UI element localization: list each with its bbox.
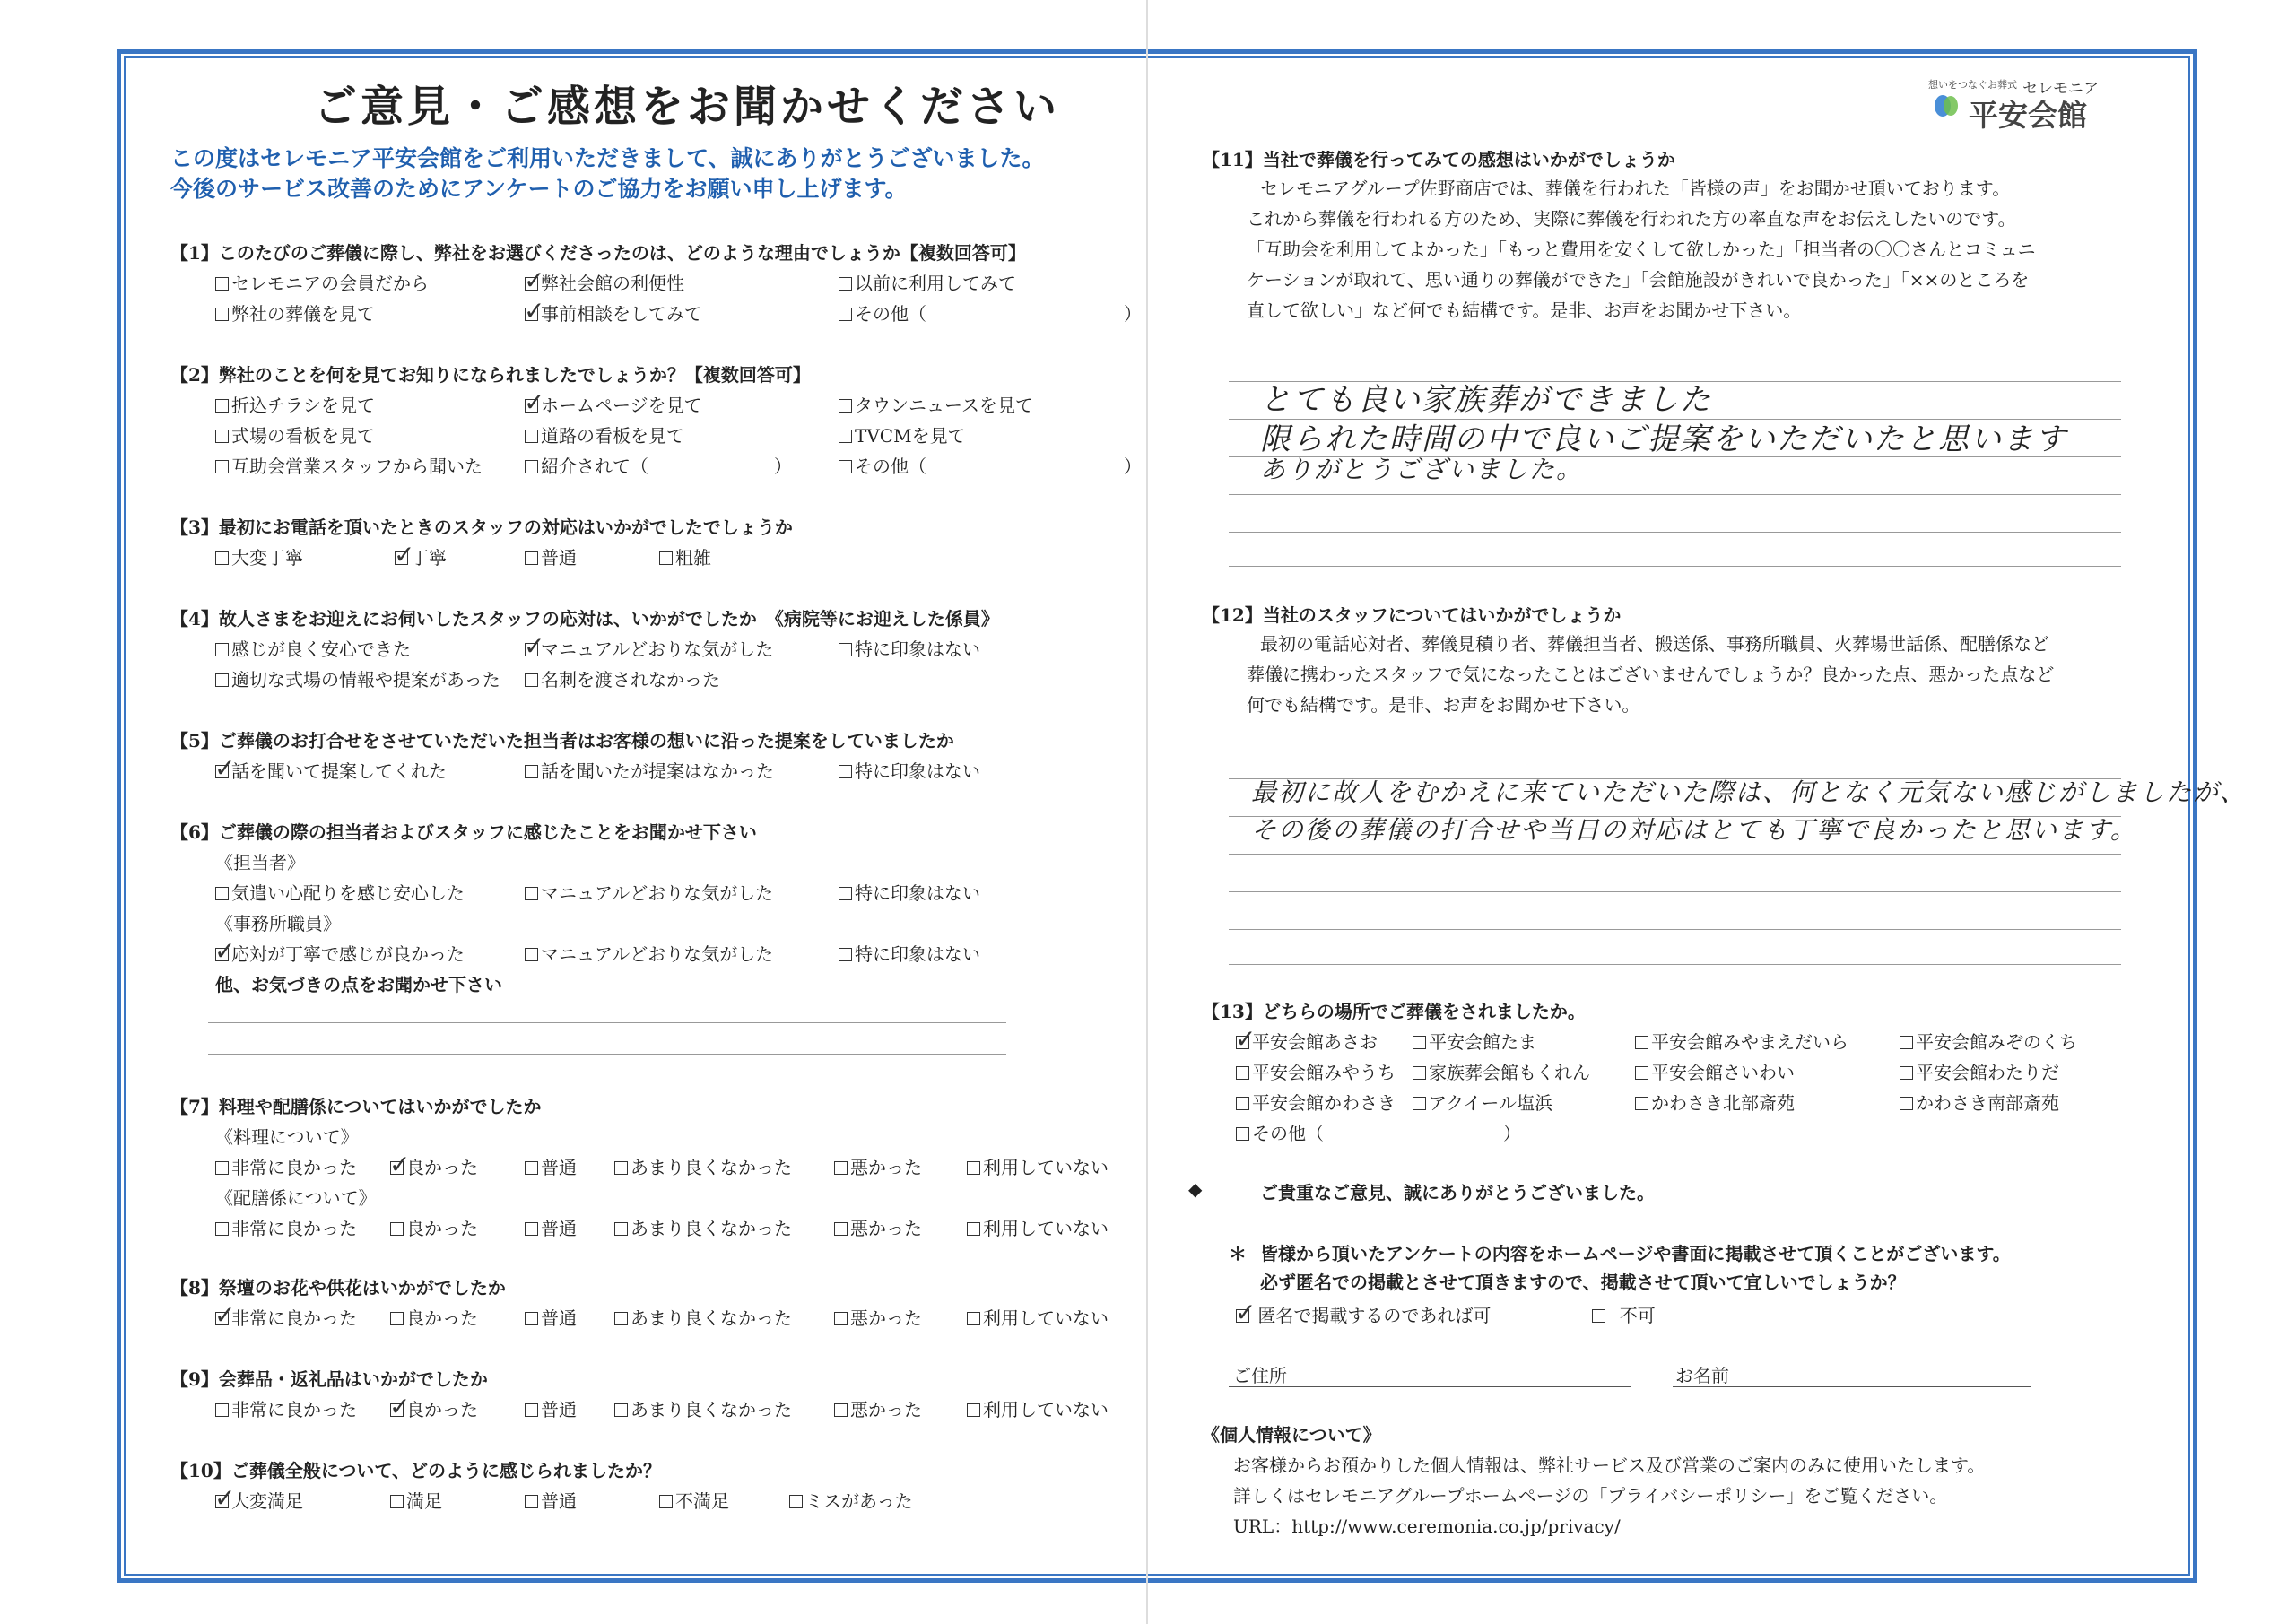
q6-option[interactable]: 気遣い心配りを感じ安心した bbox=[215, 879, 465, 905]
address-label: ご住所 bbox=[1233, 1365, 1287, 1386]
q8-option[interactable]: ✓ 非常に良かった bbox=[214, 1300, 357, 1330]
publish-line-1: 皆様から頂いたアンケートの内容をホームページや書面に掲載させて頂くことがございます。 bbox=[1260, 1243, 2011, 1264]
q2-option[interactable]: ✓ ホームページを見て bbox=[524, 387, 702, 417]
q12-answer-line[interactable] bbox=[1229, 891, 2121, 892]
q13-option[interactable]: ✓ 平安会館あさお bbox=[1235, 1024, 1378, 1054]
q13-option[interactable]: 平安会館さいわい bbox=[1635, 1058, 1795, 1084]
q13-option[interactable]: 平安会館みやまえだいら bbox=[1635, 1028, 1848, 1054]
q2-option[interactable]: 紹介されて（ ） bbox=[525, 452, 792, 478]
q12-body-line: 葬儀に携わったスタッフで気になったことはございませんでしょうか？良かった点、悪かった点など bbox=[1247, 664, 2055, 685]
q10-option[interactable]: ✓ 大変満足 bbox=[214, 1483, 303, 1513]
q9-option[interactable]: 普通 bbox=[525, 1395, 577, 1421]
diamond-icon: ◆ bbox=[1188, 1178, 1203, 1200]
q10-text: 【10】ご葬儀全般について、どのように感じられましたか？ bbox=[170, 1460, 662, 1481]
q2-text: 【2】弊社のことを何を見てお知りになられましたでしょうか？【複数回答可】 bbox=[170, 364, 811, 386]
q12-answer-line[interactable] bbox=[1229, 964, 2121, 965]
q5-text: 【5】ご葬儀のお打合せをさせていただいた担当者はお客様の想いに沿った提案をしていましたか bbox=[170, 730, 954, 751]
name-line[interactable] bbox=[1673, 1386, 2031, 1387]
q12-body-line: 何でも結構です。是非、お声をお聞かせ下さい。 bbox=[1247, 694, 1640, 716]
q11-answer-line[interactable] bbox=[1229, 566, 2121, 567]
publish-consent-no[interactable]: 不可 bbox=[1592, 1301, 1656, 1327]
q9-text: 【9】会葬品・返礼品はいかがでしたか bbox=[170, 1368, 488, 1390]
q13-option[interactable]: 平安会館わたりだ bbox=[1900, 1058, 2059, 1084]
q12-answer-line[interactable] bbox=[1229, 929, 2121, 930]
logo-mark-icon bbox=[1933, 92, 1960, 119]
q11-body-line: ケーションが取れて、思い通りの葬儀ができた」「会館施設がきれいで良かった」「××のところを bbox=[1247, 269, 2030, 291]
logo-tagline: 想いをつなぐお葬式 bbox=[1928, 79, 2017, 91]
q4-option[interactable]: 感じが良く安心できた bbox=[215, 635, 411, 661]
q13-option[interactable]: その他（ ） bbox=[1236, 1119, 1521, 1145]
q8-option[interactable]: 悪かった bbox=[834, 1304, 922, 1330]
q2-option[interactable]: 折込チラシを見て bbox=[215, 391, 375, 417]
q6-sub-staff: 《担当者》 bbox=[215, 852, 305, 873]
intro-line-1: この度はセレモニア平安会館をご利用いただきまして、誠にありがとうございました。 bbox=[170, 145, 1045, 171]
q2-option[interactable]: 式場の看板を見て bbox=[215, 421, 375, 447]
q4-option[interactable]: 名刺を渡されなかった bbox=[525, 665, 720, 691]
q7-sub-food: 《料理について》 bbox=[215, 1126, 359, 1148]
q13-option[interactable]: アクイール塩浜 bbox=[1413, 1089, 1552, 1115]
q7-service-option[interactable]: 非常に良かった bbox=[215, 1214, 357, 1240]
q2-option[interactable]: TVCMを見て bbox=[839, 421, 966, 447]
q11-answer-line[interactable] bbox=[1229, 494, 2121, 495]
intro-line-2: 今後のサービス改善のためにアンケートのご協力をお願い申し上げます。 bbox=[170, 176, 908, 202]
q10-option[interactable]: 普通 bbox=[525, 1487, 577, 1513]
q3-option[interactable]: 大変丁寧 bbox=[215, 543, 303, 569]
q7-service-option[interactable]: 利用していない bbox=[967, 1214, 1109, 1240]
q12-handwritten-answer: 最初に故人をむかえに来ていただいた際は、何となく元気ない感じがしましたが、 bbox=[1251, 777, 2248, 807]
q10-option[interactable]: 満足 bbox=[390, 1487, 442, 1513]
q6-sub-office: 《事務所職員》 bbox=[215, 913, 341, 934]
logo-brand: セレモニア bbox=[2022, 80, 2099, 98]
q7-food-option[interactable]: 非常に良かった bbox=[215, 1153, 357, 1179]
q6-answer-line[interactable] bbox=[208, 1054, 1006, 1055]
q11-body-line: セレモニアグループ佐野商店では、葬儀を行われた「皆様の声」をお聞かせ頂いております。 bbox=[1260, 178, 2011, 199]
q9-option[interactable]: あまり良くなかった bbox=[614, 1395, 792, 1421]
q2-option[interactable]: 互助会営業スタッフから聞いた bbox=[215, 452, 483, 478]
q9-option[interactable]: 非常に良かった bbox=[215, 1395, 357, 1421]
q12-handwritten-answer: その後の葬儀の打合せや当日の対応はとても丁寧で良かったと思います。 bbox=[1251, 815, 2137, 845]
privacy-line: 詳しくはセレモニアグループホームページの「プライバシーポリシー」をご覧ください。 bbox=[1233, 1485, 1948, 1507]
publish-consent-yes[interactable]: ✓ 匿名で掲載するのであれば可 bbox=[1235, 1298, 1492, 1327]
q3-option[interactable]: 粗雑 bbox=[659, 543, 711, 569]
q8-option[interactable]: 良かった bbox=[390, 1304, 478, 1330]
q13-option[interactable]: かわさき北部斎苑 bbox=[1635, 1089, 1795, 1115]
q4-option[interactable]: 適切な式場の情報や提案があった bbox=[215, 665, 500, 691]
q13-text: 【13】どちらの場所でご葬儀をされましたか。 bbox=[1202, 1001, 1586, 1022]
q10-option[interactable]: 不満足 bbox=[659, 1487, 729, 1513]
q13-option[interactable]: かわさき南部斎苑 bbox=[1900, 1089, 2059, 1115]
q1-option[interactable]: 弊社の葬儀を見て bbox=[215, 300, 375, 326]
q2-option[interactable]: タウンニュースを見て bbox=[839, 391, 1033, 417]
q8-option[interactable]: 普通 bbox=[525, 1304, 577, 1330]
q10-option[interactable]: ミスがあった bbox=[789, 1487, 913, 1513]
q13-option[interactable]: 平安会館みぞのくち bbox=[1900, 1028, 2077, 1054]
q7-text: 【7】料理や配膳係についてはいかがでしたか bbox=[170, 1096, 542, 1117]
q13-option[interactable]: 家族葬会館もくれん bbox=[1413, 1058, 1590, 1084]
privacy-line: お客様からお預かりした個人情報は、弊社サービス及び営業のご案内のみに使用いたします。 bbox=[1233, 1455, 1986, 1476]
q6-text: 【6】ご葬儀の際の担当者およびスタッフに感じたことをお聞かせ下さい bbox=[170, 821, 757, 843]
q12-text: 【12】当社のスタッフについてはいかがでしょうか bbox=[1202, 604, 1622, 626]
q3-text: 【3】最初にお電話を頂いたときのスタッフの対応はいかがでしたでしょうか bbox=[170, 517, 793, 538]
q11-handwritten-answer: ありがとうございました。 bbox=[1260, 455, 1584, 484]
q8-text: 【8】祭壇のお花や供花はいかがでしたか bbox=[170, 1277, 506, 1298]
q12-body-line: 最初の電話応対者、葬儀見積り者、葬儀担当者、搬送係、事務所職員、火葬場世話係、配膳係など bbox=[1260, 633, 2049, 655]
q2-option[interactable]: 道路の看板を見て bbox=[525, 421, 684, 447]
q11-body-line: 「互助会を利用してよかった」「もっと費用を安くして欲しかった」「担当者の〇〇さんとコミュニ bbox=[1247, 239, 2036, 260]
address-line[interactable] bbox=[1229, 1386, 1631, 1387]
q1-option[interactable]: その他（ ） bbox=[839, 300, 1142, 326]
page-title: ご意見・ご感想をお聞かせください bbox=[314, 82, 1061, 132]
q11-body-line: 直して欲しい」など何でも結構です。是非、お声をお聞かせ下さい。 bbox=[1247, 300, 1802, 321]
q7-service-option[interactable]: 良かった bbox=[390, 1214, 478, 1240]
page-fold bbox=[1146, 0, 1148, 1624]
q11-answer-line[interactable] bbox=[1229, 532, 2121, 533]
logo-name: 平安会館 bbox=[1969, 98, 2087, 133]
q1-option[interactable]: セレモニアの会員だから bbox=[215, 269, 429, 295]
privacy-title: 《個人情報について》 bbox=[1202, 1424, 1381, 1446]
q7-service-option[interactable]: 悪かった bbox=[834, 1214, 922, 1240]
q9-option[interactable]: 利用していない bbox=[967, 1395, 1109, 1421]
q7-food-option[interactable]: 利用していない bbox=[967, 1153, 1109, 1179]
q7-food-option[interactable]: あまり良くなかった bbox=[614, 1153, 792, 1179]
q7-service-option[interactable]: あまり良くなかった bbox=[614, 1214, 792, 1240]
q13-option[interactable]: 平安会館みやうち bbox=[1236, 1058, 1396, 1084]
q12-answer-line[interactable] bbox=[1229, 854, 2121, 855]
q5-option[interactable]: 特に印象はない bbox=[839, 757, 980, 783]
q1-option[interactable]: ✓ 弊社会館の利便性 bbox=[524, 265, 684, 295]
q7-food-option[interactable]: 普通 bbox=[525, 1153, 577, 1179]
q9-option[interactable]: 悪かった bbox=[834, 1395, 922, 1421]
q6-option[interactable]: マニュアルどおりな気がした bbox=[525, 940, 773, 966]
q7-sub-service: 《配膳係について》 bbox=[215, 1187, 377, 1209]
q7-service-option[interactable]: 普通 bbox=[525, 1214, 577, 1240]
q8-option[interactable]: 利用していない bbox=[967, 1304, 1109, 1330]
q3-option[interactable]: ✓ 丁寧 bbox=[394, 540, 447, 569]
q6-option[interactable]: 特に印象はない bbox=[839, 940, 980, 966]
q4-option[interactable]: ✓ マニュアルどおりな気がした bbox=[524, 631, 774, 661]
q1-option[interactable]: 以前に利用してみて bbox=[839, 269, 1016, 295]
q6-answer-line[interactable] bbox=[208, 1022, 1006, 1023]
q6-option[interactable]: ✓ 応対が丁寧で感じが良かった bbox=[214, 936, 465, 966]
q11-handwritten-answer: とても良い家族葬ができました bbox=[1260, 382, 1712, 418]
q11-text: 【11】当社で葬儀を行ってみての感想はいかがでしょうか bbox=[1202, 149, 1675, 170]
q6-option[interactable]: 特に印象はない bbox=[839, 879, 980, 905]
privacy-url-link[interactable]: URL：http://www.ceremonia.co.jp/privacy/ bbox=[1233, 1515, 1621, 1537]
thanks-text: ご貴重なご意見、誠にありがとうございました。 bbox=[1260, 1182, 1655, 1203]
q5-option[interactable]: ✓ 話を聞いて提案してくれた bbox=[214, 753, 447, 783]
name-label: お名前 bbox=[1675, 1365, 1729, 1386]
q8-option[interactable]: あまり良くなかった bbox=[614, 1304, 792, 1330]
q5-option[interactable]: 話を聞いたが提案はなかった bbox=[525, 757, 774, 783]
q4-option[interactable]: 特に印象はない bbox=[839, 635, 980, 661]
q1-option[interactable]: ✓ 事前相談をしてみて bbox=[524, 296, 702, 326]
q1-text: 【1】このたびのご葬儀に際し、弊社をお選びくださったのは、どのような理由でしょうか【複数回答可】 bbox=[170, 242, 1026, 264]
q2-option[interactable]: その他（ ） bbox=[839, 452, 1142, 478]
q9-option[interactable]: ✓ 良かった bbox=[389, 1392, 478, 1421]
q7-food-option[interactable]: 悪かった bbox=[834, 1153, 922, 1179]
q6-option[interactable]: マニュアルどおりな気がした bbox=[525, 879, 773, 905]
publish-line-2: 必ず匿名での掲載とさせて頂きますので、掲載させて頂いて宜しいでしょうか？ bbox=[1260, 1272, 1906, 1293]
q13-option[interactable]: 平安会館たま bbox=[1413, 1028, 1536, 1054]
q6-other-label: 他、お気づきの点をお聞かせ下さい bbox=[215, 974, 502, 995]
q13-option[interactable]: 平安会館かわさき bbox=[1236, 1089, 1396, 1115]
q11-body-line: これから葬儀を行われる方のため、実際に葬儀を行われた方の率直な声をお伝えしたいのです。 bbox=[1247, 208, 2016, 230]
asterisk-icon: ＊ bbox=[1229, 1243, 1247, 1264]
q7-food-option[interactable]: ✓ 良かった bbox=[389, 1150, 478, 1179]
q11-handwritten-answer: 限られた時間の中で良いご提案をいただいたと思います bbox=[1260, 421, 2067, 457]
q4-text: 【4】故人さまをお迎えにお伺いしたスタッフの応対は、いかがでしたか 《病院等にお迎えした係員》 bbox=[170, 608, 999, 630]
q3-option[interactable]: 普通 bbox=[525, 543, 577, 569]
